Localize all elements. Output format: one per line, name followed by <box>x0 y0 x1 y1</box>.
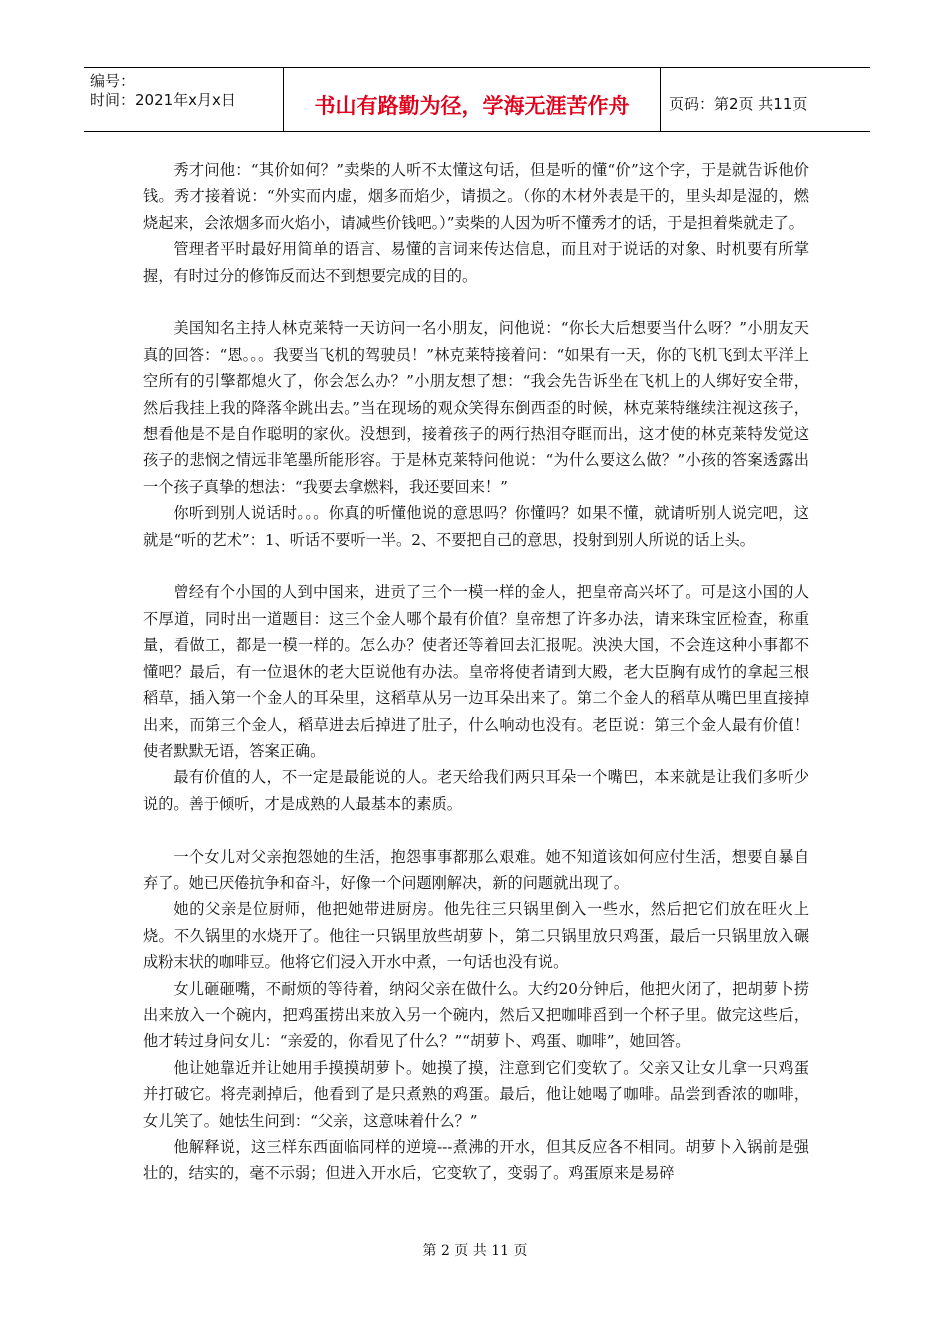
paragraph: 管理者平时最好用简单的语言、易懂的言词来传达信息，而且对于说话的对象、时机要有所掌握，有时过分的修饰反而达不到想要完成的目的。 <box>143 240 809 285</box>
document-time-label: 时间：2021年x月x日 <box>90 91 236 109</box>
paragraph-gap <box>143 817 809 843</box>
paragraph: 他解释说，这三样东西面临同样的逆境---煮沸的开水，但其反应各不相同。胡萝卜入锅前是强壮的，结实的，毫不示弱；但进入开水后，它变软了，变弱了。鸡蛋原来是易碎 <box>143 1137 809 1183</box>
document-number-label: 编号： <box>90 72 136 90</box>
paragraph: 你听到别人说话时。。。你真的听懂他说的意思吗？你懂吗？如果不懂，就请听别人说完吧，这就是“听的艺术”：1、听话不要听一半。2、不要把自己的意思，投射到别人所说的话上头。 <box>143 504 809 549</box>
header-page-info: 页码：第2页 共11页 <box>669 95 808 113</box>
header-motto: 书山有路勤为径，学海无涯苦作舟 <box>284 68 661 131</box>
paragraph: 女儿砸砸嘴，不耐烦的等待着，纳闷父亲在做什么。大约20分钟后，他把火闭了，把胡萝卜捞出来放入一个碗内，把鸡蛋捞出来放入另一个碗内，然后又把咖啡舀到一个杯子里。做完这些后，他才转过身问女儿：“亲爱的，你看见了什么？”“胡萝卜、鸡蛋、咖啡”，她回答。 <box>143 979 809 1051</box>
paragraph: 她的父亲是位厨师，他把她带进厨房。他先往三只锅里倒入一些水，然后把它们放在旺火上烧。不久锅里的水烧开了。他往一只锅里放些胡萝卜，第二只锅里放只鸡蛋，最后一只锅里放入碾成粉末状的咖啡豆。他将它们浸入开水中煮，一句话也没有说。 <box>143 900 809 972</box>
page-header <box>84 67 870 132</box>
paragraph-gap <box>143 553 809 579</box>
paragraph: 曾经有个小国的人到中国来，进贡了三个一模一样的金人，把皇帝高兴坏了。可是这小国的人不厚道，同时出一道题目：这三个金人哪个最有价值？皇帝想了许多办法，请来珠宝匠检查，称重量，看做工，都是一模一样的。怎么办？使者还等着回去汇报呢。泱泱大国，不会连这种小事都不懂吧？最后，有一位退休的老大臣说他有办法。皇帝将使者请到大殿，老大臣胸有成竹的拿起三根稻草，插入第一个金人的耳朵里，这稻草从另一边耳朵出来了。第二个金人的稻草从嘴巴里直接掉出来，而第三个金人，稻草进去后掉进了肚子，什么响动也没有。老臣说：第三个金人最有价值！使者默默无语，答案正确。 <box>143 583 809 760</box>
header-meta <box>84 68 284 131</box>
paragraph: 美国知名主持人林克莱特一天访问一名小朋友，问他说：“你长大后想要当什么呀？”小朋友天真的回答：“恩。。。我要当飞机的驾驶员！”林克莱特接着问：“如果有一天，你的飞机飞到太平洋上空所有的引擎都熄火了，你会怎么办？”小朋友想了想：“我会先告诉坐在飞机上的人绑好安全带，然后我挂上我的降落伞跳出去。”当在现场的观众笑得东倒西歪的时候，林克莱特继续注视这孩子，想看他是不是自作聪明的家伙。没想到，接着孩子的两行热泪夺眶而出，这才使的林克莱特发觉这孩子的悲悯之情远非笔墨所能形容。于是林克莱特问他说：“为什么要这么做？”小孩的答案透露出一个孩子真挚的想法：“我要去拿燃料，我还要回来！” <box>143 319 809 496</box>
document-body <box>143 157 809 1187</box>
paragraph: 秀才问他：“其价如何？”卖柴的人听不太懂这句话，但是听的懂“价”这个字，于是就告诉他价钱。秀才接着说：“外实而内虚，烟多而焰少，请损之。（你的木材外表是干的，里头却是湿的，燃烧起来，会浓烟多而火焰小，请减些价钱吧。）”卖柴的人因为听不懂秀才的话，于是担着柴就走了。 <box>143 161 809 232</box>
page-footer: 第 2 页 共 11 页 <box>422 1243 528 1259</box>
paragraph: 他让她靠近并让她用手摸摸胡萝卜。她摸了摸，注意到它们变软了。父亲又让女儿拿一只鸡蛋并打破它。将壳剥掉后，他看到了是只煮熟的鸡蛋。最后，他让她喝了咖啡。品尝到香浓的咖啡，女儿笑了。她怯生问到：“父亲，这意味着什么？” <box>143 1058 809 1130</box>
paragraph-gap <box>143 289 809 315</box>
paragraph: 一个女儿对父亲抱怨她的生活，抱怨事事都那么艰难。她不知道该如何应付生活，想要自暴自弃了。她已厌倦抗争和奋斗，好像一个问题刚解决，新的问题就出现了。 <box>143 847 809 892</box>
paragraph: 最有价值的人，不一定是最能说的人。老天给我们两只耳朵一个嘴巴，本来就是让我们多听少说的。善于倾听，才是成熟的人最基本的素质。 <box>143 768 809 813</box>
